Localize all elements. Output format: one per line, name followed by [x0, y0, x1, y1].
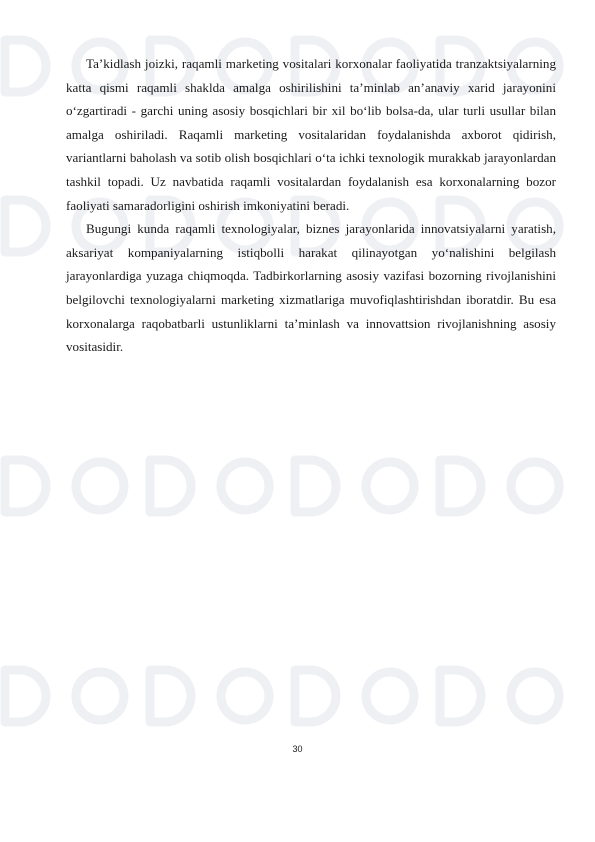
paragraph-1: Ta’kidlash joizki, raqamli marketing vositalari korxonalar faoliyatida tranzaktsiyalarning katta qismi raqamli shaklda amalga oshirilishini ta’minlab an’anaviy xarid jarayonini o‘zgartiradi - garchi uning asosiy bosqichlari bir xil bo‘lib bolsa-da, ular turli usullar bilan amalga oshiriladi. Raqamli marketing vositalaridan foydalanishda axborot qidirish, variantlarni baholash va sotib olish bosqichlari o‘ta ichki texnologik murakkab jarayonlardan tashkil topadi. Uz navbatida raqamli vositalardan foydalanish esa korxonalarning bozor faoliyati samaradorligini oshirish imkoniyatini beradi. — [66, 56, 556, 213]
paragraph-2: Bugungi kunda raqamli texnologiyalar, biznes jarayonlarida innovatsiyalarni yaratish, aksariyat kompaniyalarning istiqbolli harakat qilinayotgan yo‘nalishini belgilash jarayonlardiga yuzaga chiqmoqda. Tadbirkorlarning asosiy vazifasi bozorning rivojlanishini belgilovchi texnologiyalarni marketing xizmatlariga muvofiqlashtirishdan iboratdir. Bu esa korxonalarga raqobatbarli ustunliklarni ta’minlash va innovattsion rivojlanishning asosiy vositasidir. — [66, 221, 556, 355]
body-text — [66, 52, 556, 359]
page-number: 30 — [292, 744, 303, 754]
